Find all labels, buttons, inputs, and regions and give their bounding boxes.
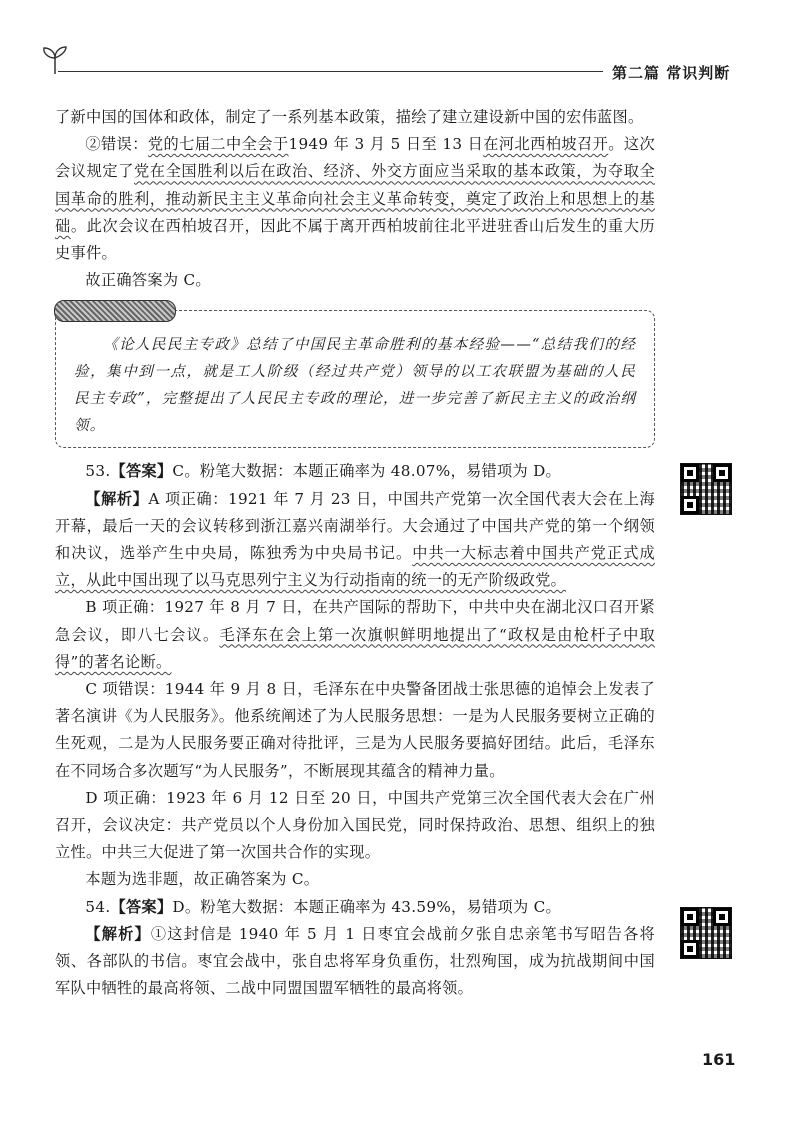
paragraph-continued: 了新中国的国体和政体，制定了一系列基本政策，描绘了建立建设新中国的宏伟蓝图。 [55,108,644,126]
q53-option-d: D 项正确：1923 年 6 月 12 日至 20 日，中国共产党第三次全国代表大会在广州召开，会议决定：共产党员以个人身份加入国民党，同时保持政治、思想、组织上的独立性。中共三大促进了第一次国共合作的实现。 [55,788,655,862]
q53-conclusion: 本题为选非题，故正确答案为 C。 [85,870,320,889]
q53-option-a: 【解析】A 项正确：1921 年 7 月 23 日，中国共产党第一次全国代表大会在上海开幕，最后一天的会议转移到浙江嘉兴南湖举行。大会通过了中国共产党的第一个纲领和决议，选举产生中央局，陈独秀为中央局书记。中共一大标志着中国共产党正式成立，从此中国出现了以马克思列宁主义为行动指南的统一的无产阶级政党。 [55,489,656,590]
q53-answer-header: 53.【答案】C。粉笔大数据：本题正确率为 48.07%，易错项为 D。 [85,462,562,481]
note-text: 《论人民民主专政》总结了中国民主革命胜利的基本经验——“总结我们的经验，集中到一点，就是工人阶级（经过共产党）领导的以工农联盟为基础的人民民主专政”，完整提出了人民民主专政的理论，进一步完善了新民主主义的政治纲领。 [74,336,636,435]
answer-line: 故正确答案为 C。 [85,271,211,290]
page-content [55,104,655,1002]
page-number: 161 [702,1050,736,1069]
header-rule [58,71,603,72]
qr-code-q53[interactable] [680,463,732,515]
q54-analysis: 【解析】①这封信是 1940 年 5 月 1 日枣宜会战前夕张自忠亲笔书写昭告各将领、各部队的书信。枣宜会战中，张自忠将军身负重伤，壮烈殉国，成为抗战期间中国军队中牺牲的最高将领、二战中同盟国盟军牺牲的最高将领。 [55,924,656,998]
qr-code-q54[interactable] [680,907,732,959]
q54-answer-header: 54.【答案】D。粉笔大数据：本题正确率为 43.59%，易错项为 C。 [85,897,562,916]
note-badge-icon [54,300,176,322]
q53-option-c: C 项错误：1944 年 9 月 8 日，毛泽东在中央警备团战士张思德的追悼会上发表了著名演讲《为人民服务》。他系统阐述了为人民服务思想：一是为人民服务要树立正确的生死观，二是为人民服务要正确对待批评，三是为人民服务要搞好团结。此后，毛泽东在不同场合多次题写“为人民服务”，不断展现其蕴含的精神力量。 [55,680,655,780]
note-box [55,310,655,448]
paragraph-item-2: ②错误：党的七届二中全会于1949 年 3 月 5 日至 13 日在河北西柏坡召开。这次会议规定了党在全国胜利以后在政治、经济、外交方面应当采取的基本政策，为夺取全国革命的胜利，推动新民主主义革命向社会主义革命转变，奠定了政治上和思想上的基础。此次会议在西柏坡召开，因此不属于离开西柏坡前往北平进驻香山后发生的重大历史事件。 [55,135,656,263]
section-header: 第二篇 常识判断 [612,64,731,82]
q53-option-b: B 项正确：1927 年 8 月 7 日，在共产国际的帮助下，中共中央在湖北汉口召开紧急会议，即八七会议。毛泽东在会上第一次旗帜鲜明地提出了“政权是由枪杆子中取得”的著名论断。 [55,598,656,671]
